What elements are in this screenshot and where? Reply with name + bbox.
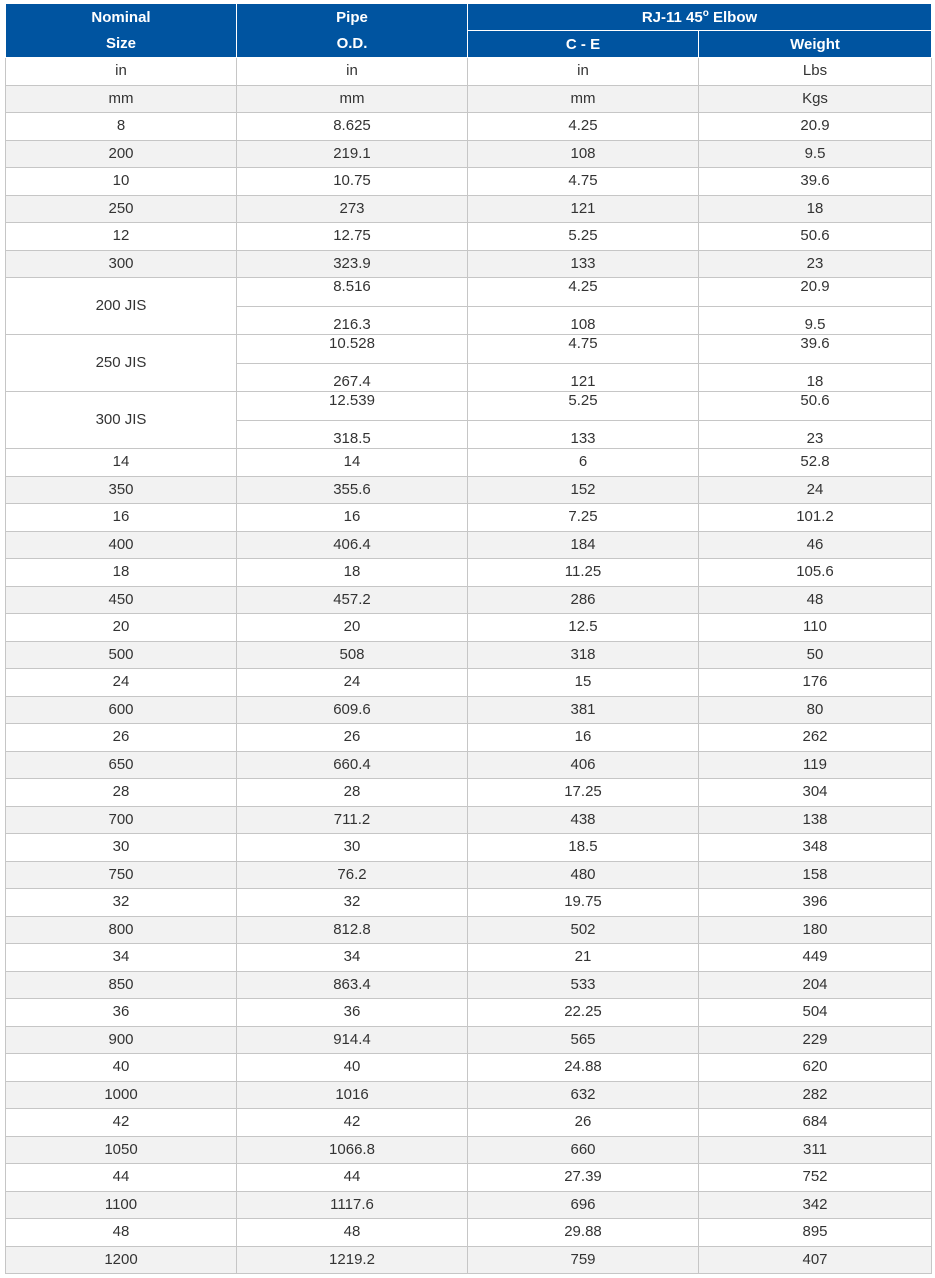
weight-header: Weight	[699, 31, 932, 58]
table-row	[6, 971, 932, 999]
pipe-od-cell: 48	[237, 1219, 468, 1247]
weight-cell: 180	[699, 916, 932, 944]
ce-cell: 27.39	[468, 1164, 699, 1192]
pipe-od-cell: 323.9	[237, 250, 468, 278]
jis-size-cell: 200 JIS	[6, 278, 237, 335]
table-row	[6, 559, 932, 587]
table-row	[6, 140, 932, 168]
size-cell: 300	[6, 250, 237, 278]
ce-cell: 26	[468, 1109, 699, 1137]
weight-cell: 46	[699, 531, 932, 559]
weight-cell: 23	[699, 420, 932, 449]
size-cell: 800	[6, 916, 237, 944]
weight-cell: 110	[699, 614, 932, 642]
weight-cell: 20.9	[699, 278, 932, 307]
table-row	[6, 861, 932, 889]
size-cell: 36	[6, 999, 237, 1027]
table-row	[6, 1164, 932, 1192]
size-cell: 700	[6, 806, 237, 834]
weight-cell: 138	[699, 806, 932, 834]
weight-cell: 158	[699, 861, 932, 889]
weight-cell: 48	[699, 586, 932, 614]
ce-cell: 4.75	[468, 168, 699, 196]
ce-cell: mm	[468, 85, 699, 113]
pipe-od-cell: 863.4	[237, 971, 468, 999]
pipe-od-cell: 12.75	[237, 223, 468, 251]
pipe-od-cell: in	[237, 58, 468, 86]
pipe-od-cell: 406.4	[237, 531, 468, 559]
pipe-od-header-line2: O.D.	[336, 34, 368, 52]
size-cell: 30	[6, 834, 237, 862]
pipe-od-cell: 508	[237, 641, 468, 669]
ce-cell: 133	[468, 250, 699, 278]
table-row	[6, 1219, 932, 1247]
size-cell: 1000	[6, 1081, 237, 1109]
size-cell: 16	[6, 504, 237, 532]
degree-superscript: o	[702, 7, 709, 19]
ce-cell: 24.88	[468, 1054, 699, 1082]
weight-cell: 304	[699, 779, 932, 807]
pipe-od-cell: 28	[237, 779, 468, 807]
table-row	[6, 669, 932, 697]
pipe-od-cell: 18	[237, 559, 468, 587]
weight-cell: 105.6	[699, 559, 932, 587]
weight-cell: 449	[699, 944, 932, 972]
pipe-od-cell: 318.5	[237, 420, 468, 449]
size-cell: 500	[6, 641, 237, 669]
table-row	[6, 223, 932, 251]
table-row	[6, 250, 932, 278]
ce-cell: 108	[468, 140, 699, 168]
size-cell: 12	[6, 223, 237, 251]
size-cell: 650	[6, 751, 237, 779]
pipe-od-cell: 44	[237, 1164, 468, 1192]
ce-cell: 152	[468, 476, 699, 504]
pipe-od-cell: 609.6	[237, 696, 468, 724]
size-cell: 42	[6, 1109, 237, 1137]
weight-cell: 50	[699, 641, 932, 669]
table-row	[6, 751, 932, 779]
table-row	[6, 1246, 932, 1274]
ce-cell: 4.25	[468, 113, 699, 141]
weight-cell: 24	[699, 476, 932, 504]
nominal-size-header-line1: Nominal	[91, 8, 151, 26]
table-row	[6, 614, 932, 642]
size-cell: in	[6, 58, 237, 86]
pipe-od-cell: 14	[237, 449, 468, 477]
weight-cell: 204	[699, 971, 932, 999]
weight-cell: 342	[699, 1191, 932, 1219]
size-cell: 18	[6, 559, 237, 587]
table-row	[6, 1054, 932, 1082]
pipe-od-cell: 1066.8	[237, 1136, 468, 1164]
weight-cell: 23	[699, 250, 932, 278]
table-row	[6, 1081, 932, 1109]
ce-cell: 502	[468, 916, 699, 944]
pipe-od-cell: 20	[237, 614, 468, 642]
elbow-dimensions-table	[5, 3, 932, 1274]
size-cell: 600	[6, 696, 237, 724]
pipe-od-cell: mm	[237, 85, 468, 113]
ce-cell: 406	[468, 751, 699, 779]
pipe-od-cell: 216.3	[237, 306, 468, 335]
size-cell: 400	[6, 531, 237, 559]
ce-cell: 660	[468, 1136, 699, 1164]
table-row	[6, 806, 932, 834]
ce-cell: 21	[468, 944, 699, 972]
pipe-od-cell: 30	[237, 834, 468, 862]
weight-cell: 407	[699, 1246, 932, 1274]
weight-cell: 282	[699, 1081, 932, 1109]
ce-cell: 759	[468, 1246, 699, 1274]
pipe-od-cell: 42	[237, 1109, 468, 1137]
table-row	[6, 1026, 932, 1054]
size-cell: 20	[6, 614, 237, 642]
size-cell: 44	[6, 1164, 237, 1192]
weight-cell: 504	[699, 999, 932, 1027]
weight-cell: 101.2	[699, 504, 932, 532]
elbow-dimensions-table-wrapper	[5, 3, 931, 1274]
weight-cell: 752	[699, 1164, 932, 1192]
ce-cell: 11.25	[468, 559, 699, 587]
pipe-od-cell: 36	[237, 999, 468, 1027]
ce-cell: 4.25	[468, 278, 699, 307]
size-cell: 10	[6, 168, 237, 196]
size-cell: 14	[6, 449, 237, 477]
weight-cell: 9.5	[699, 140, 932, 168]
size-cell: 200	[6, 140, 237, 168]
ce-header: C - E	[468, 31, 699, 58]
weight-cell: 50.6	[699, 392, 932, 421]
pipe-od-cell: 273	[237, 195, 468, 223]
size-cell: 26	[6, 724, 237, 752]
table-row	[6, 586, 932, 614]
ce-cell: 29.88	[468, 1219, 699, 1247]
size-cell: 32	[6, 889, 237, 917]
pipe-od-cell: 1016	[237, 1081, 468, 1109]
ce-cell: 12.5	[468, 614, 699, 642]
pipe-od-cell: 219.1	[237, 140, 468, 168]
weight-cell: 396	[699, 889, 932, 917]
weight-cell: Lbs	[699, 58, 932, 86]
pipe-od-cell: 32	[237, 889, 468, 917]
pipe-od-cell: 267.4	[237, 363, 468, 392]
ce-cell: 4.75	[468, 335, 699, 364]
table-row	[6, 724, 932, 752]
table-row	[6, 641, 932, 669]
pipe-od-cell: 12.539	[237, 392, 468, 421]
ce-cell: 121	[468, 195, 699, 223]
weight-cell: 311	[699, 1136, 932, 1164]
pipe-od-cell: 8.625	[237, 113, 468, 141]
pipe-od-cell: 16	[237, 504, 468, 532]
ce-cell: in	[468, 58, 699, 86]
jis-size-cell: 250 JIS	[6, 335, 237, 392]
ce-cell: 17.25	[468, 779, 699, 807]
table-row	[6, 889, 932, 917]
weight-cell: 39.6	[699, 335, 932, 364]
ce-cell: 632	[468, 1081, 699, 1109]
weight-cell: 39.6	[699, 168, 932, 196]
ce-cell: 533	[468, 971, 699, 999]
table-row	[6, 449, 932, 477]
ce-cell: 318	[468, 641, 699, 669]
ce-cell: 286	[468, 586, 699, 614]
size-cell: 850	[6, 971, 237, 999]
pipe-od-header	[237, 4, 468, 58]
pipe-od-cell: 711.2	[237, 806, 468, 834]
size-cell: 1050	[6, 1136, 237, 1164]
size-cell: 8	[6, 113, 237, 141]
size-cell: 28	[6, 779, 237, 807]
jis-row-in	[6, 335, 932, 364]
table-row	[6, 1109, 932, 1137]
weight-cell: 52.8	[699, 449, 932, 477]
pipe-od-cell: 1117.6	[237, 1191, 468, 1219]
weight-cell: 262	[699, 724, 932, 752]
weight-cell: 119	[699, 751, 932, 779]
ce-cell: 5.25	[468, 392, 699, 421]
pipe-od-cell: 812.8	[237, 916, 468, 944]
size-cell: 24	[6, 669, 237, 697]
nominal-size-header	[6, 4, 237, 58]
table-row	[6, 696, 932, 724]
weight-cell: 20.9	[699, 113, 932, 141]
size-cell: 250	[6, 195, 237, 223]
table-row	[6, 504, 932, 532]
weight-cell: 18	[699, 195, 932, 223]
table-row	[6, 999, 932, 1027]
table-row	[6, 476, 932, 504]
pipe-od-cell: 457.2	[237, 586, 468, 614]
ce-cell: 438	[468, 806, 699, 834]
size-cell: 450	[6, 586, 237, 614]
pipe-od-cell: 8.516	[237, 278, 468, 307]
ce-cell: 121	[468, 363, 699, 392]
table-row	[6, 1191, 932, 1219]
weight-cell: 176	[699, 669, 932, 697]
unit-row	[6, 85, 932, 113]
ce-cell: 6	[468, 449, 699, 477]
table-row	[6, 195, 932, 223]
ce-cell: 22.25	[468, 999, 699, 1027]
size-cell: 1200	[6, 1246, 237, 1274]
ce-cell: 7.25	[468, 504, 699, 532]
pipe-od-cell: 40	[237, 1054, 468, 1082]
weight-cell: 50.6	[699, 223, 932, 251]
ce-cell: 381	[468, 696, 699, 724]
pipe-od-cell: 914.4	[237, 1026, 468, 1054]
pipe-od-cell: 10.75	[237, 168, 468, 196]
ce-cell: 133	[468, 420, 699, 449]
table-row	[6, 916, 932, 944]
elbow-group-header	[468, 4, 932, 31]
unit-row	[6, 58, 932, 86]
ce-cell: 15	[468, 669, 699, 697]
ce-cell: 18.5	[468, 834, 699, 862]
size-cell: 34	[6, 944, 237, 972]
ce-cell: 565	[468, 1026, 699, 1054]
ce-cell: 16	[468, 724, 699, 752]
table-row	[6, 779, 932, 807]
size-cell: 900	[6, 1026, 237, 1054]
ce-cell: 19.75	[468, 889, 699, 917]
elbow-group-title: RJ-11 45	[641, 8, 703, 26]
pipe-od-cell: 24	[237, 669, 468, 697]
jis-row-in	[6, 278, 932, 307]
table-row	[6, 168, 932, 196]
size-cell: 40	[6, 1054, 237, 1082]
weight-cell: 18	[699, 363, 932, 392]
size-cell: 48	[6, 1219, 237, 1247]
jis-row-in	[6, 392, 932, 421]
jis-size-cell: 300 JIS	[6, 392, 237, 449]
ce-cell: 108	[468, 306, 699, 335]
nominal-size-header-line2: Size	[105, 34, 136, 52]
table-row	[6, 113, 932, 141]
pipe-od-cell: 660.4	[237, 751, 468, 779]
size-cell: 1100	[6, 1191, 237, 1219]
ce-cell: 696	[468, 1191, 699, 1219]
weight-cell: 620	[699, 1054, 932, 1082]
weight-cell: 80	[699, 696, 932, 724]
table-row	[6, 531, 932, 559]
weight-cell: Kgs	[699, 85, 932, 113]
table-row	[6, 834, 932, 862]
ce-cell: 5.25	[468, 223, 699, 251]
table-body	[6, 58, 932, 1274]
table-header	[6, 4, 932, 58]
weight-cell: 348	[699, 834, 932, 862]
pipe-od-header-line1: Pipe	[336, 8, 368, 26]
weight-cell: 9.5	[699, 306, 932, 335]
table-row	[6, 1136, 932, 1164]
ce-cell: 184	[468, 531, 699, 559]
pipe-od-cell: 1219.2	[237, 1246, 468, 1274]
weight-cell: 229	[699, 1026, 932, 1054]
size-cell: 750	[6, 861, 237, 889]
weight-cell: 895	[699, 1219, 932, 1247]
weight-cell: 684	[699, 1109, 932, 1137]
size-cell: 350	[6, 476, 237, 504]
pipe-od-cell: 34	[237, 944, 468, 972]
ce-cell: 480	[468, 861, 699, 889]
size-cell: mm	[6, 85, 237, 113]
pipe-od-cell: 355.6	[237, 476, 468, 504]
pipe-od-cell: 26	[237, 724, 468, 752]
elbow-group-suffix: Elbow	[708, 8, 758, 26]
pipe-od-cell: 10.528	[237, 335, 468, 364]
table-row	[6, 944, 932, 972]
pipe-od-cell: 76.2	[237, 861, 468, 889]
